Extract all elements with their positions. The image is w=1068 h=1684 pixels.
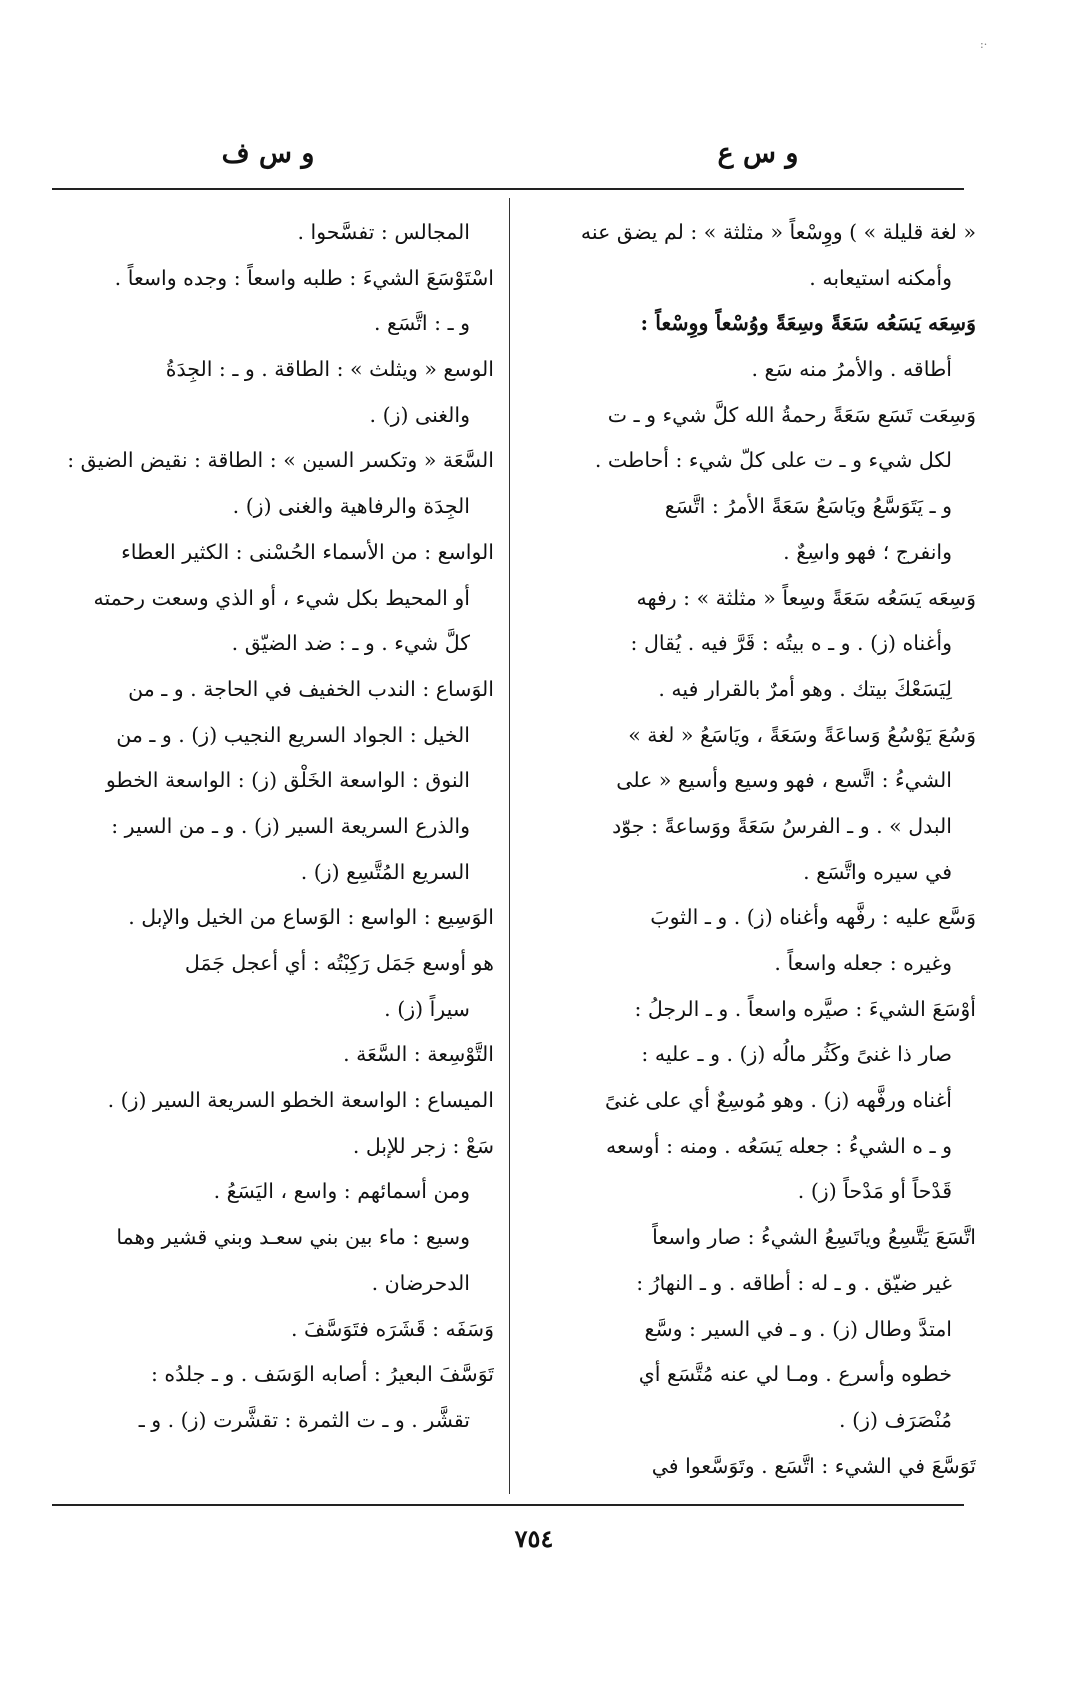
left-column-line: ومن أسمائهم : واسع ، اليَسَعُ . (213, 1179, 470, 1204)
right-column-line: الشيءُ : اتَّسع ، فهو وسيع وأسيع « على (616, 768, 952, 793)
right-column-line: صار ذا غنىً وكَثُر مالُه (ز) . و ـ عليه : (641, 1042, 952, 1067)
right-column-root-header: و س ع (717, 138, 799, 169)
right-column-line: خطوه وأسرع . ومـا لي عنه مُتَّسَع أي (638, 1362, 952, 1387)
right-column-line: تَوَسَّعَ في الشيء : اتَّسَع . وتَوَسَّعوا في (651, 1453, 976, 1478)
right-column-line: قَدْحاً أو مَدْحاً (ز) . (797, 1179, 952, 1204)
right-column-line: و ـ ه الشيءُ : جعله يَسَعُه . ومنه : أوسعه (605, 1133, 952, 1158)
corner-speck: ·: (980, 38, 988, 51)
left-column-line: هو أوسع جَمَل رَكِبْتُه : أي أعجل جَمَل (184, 951, 494, 975)
right-column-line: أغناه ورفَّهه (ز) . وهو مُوسِعٌ أي على غنىً (605, 1088, 952, 1113)
right-column-line: البدل » . و ـ الفرسُ سَعَةً ووَساعةً : جوّد (612, 813, 952, 838)
left-column-line: تقشَّر . و ـ ت الثمرة : تقشَّرت (ز) . و ـ (138, 1407, 470, 1432)
left-column-line: تَوَسَّفَ البعيرُ : أصابه الوَسَف . و ـ جلدُه : (150, 1362, 494, 1387)
right-column-line: وغيره : جعله واسعاً . (774, 951, 952, 975)
right-column-line: وأمكنه استيعابه . (809, 265, 952, 290)
top-rule (52, 188, 964, 190)
right-column-line: وَسُعَ يَوْسُعُ وَساعَةً وسَعَةً ، ويَاسَعُ « لغة » (628, 722, 976, 747)
right-column-line: وَسِعَه يَسَعُه سَعَةً وسِعاً « مثلثة » : رفهه (636, 585, 976, 610)
page-number: ٧٥٤ (514, 1524, 554, 1553)
left-column-line: التَّوْسِعة : السَّعَة . (343, 1042, 494, 1067)
left-column-line: السَّعَة « وتكسر السين » : الطاقة : نقيض الضيق : (67, 448, 494, 473)
left-column-line: وَسَفَه : قَشَرَه فتَوَسَّفَ . (290, 1316, 494, 1341)
right-column-line: وَسِعَت تَسَع سَعَةً رحمةُ الله كلَّ شيء و ـ ت (607, 402, 976, 427)
right-column-line: في سيره واتَّسَع . (803, 859, 952, 884)
left-column-line: الجِدَة والرفاهية والغنى (ز) . (232, 494, 470, 519)
left-column-line: الميساع : الواسعة الخطو السريعة السير (ز) . (107, 1088, 494, 1113)
left-column-line: الوَسِيع : الواسع : الوَساع من الخيل والإبل . (128, 905, 494, 930)
left-column-line: الخيل : الجواد السريع النجيب (ز) . و ـ من (116, 722, 470, 747)
right-column-line: أوْسَعَ الشيءَ : صيَّره واسعاً . و ـ الرجلُ : (634, 996, 976, 1021)
left-column-line: السريع المُتَّسِع (ز) . (300, 859, 470, 884)
left-column-line: الوَساع : الندب الخفيف في الحاجة . و ـ من (128, 676, 494, 701)
right-column-line: أطاقه . والأمرُ منه سَع . (751, 357, 952, 382)
left-column-line: والغنى (ز) . (369, 402, 470, 427)
left-column-line: والذرع السريعة السير (ز) . و ـ من السير : (111, 813, 470, 838)
right-column-line: اتَّسَعَ يَتَّسِعُ وياتَسِعُ الشيءُ : صار واسعاً (652, 1225, 976, 1250)
left-column-line: الواسع : من الأسماء الحُسْنى : الكثير العطاء (121, 539, 494, 564)
right-column-line: لكل شيء و ـ ت على كلّ شيء : أحاطت . (594, 448, 952, 473)
left-column-line: الوسع « ويثلث » : الطاقة . و ـ : الجِدَةُ (165, 357, 494, 382)
right-column-line: و ـ يَتَوَسَّعُ ويَاسَعُ سَعَةً الأمرُ : اتَّسَع (664, 494, 952, 519)
right-column-line: وَسِعَه يَسَعُه سَعَةً وسِعَةً ووُسْعاً ووِسْعاً : (640, 311, 976, 336)
right-column-line: وأغناه (ز) . و ـ ه بيتُه : قَرَّ فيه . يُقال : (630, 631, 952, 656)
left-column-line: اسْتَوْسَعَ الشيءَ : طلبه واسعاً : وجده واسعاً . (114, 265, 494, 290)
right-column-line: غير ضيّق . و ـ له : أطاقه . و ـ النهارُ : (636, 1270, 952, 1295)
right-column-line: امتدَّ وطال (ز) . و ـ في السير : وسَّع (644, 1316, 952, 1341)
left-column-line: المجالس : تفسَّحوا . (297, 220, 470, 244)
right-column-line: وانفرج ؛ فهو واسِعٌ . (783, 539, 952, 564)
left-column-line: سيراً (ز) . (384, 996, 470, 1021)
right-column-line: « لغة قليلة » ) ووِسْعاً « مثلثة » : لم يضق عنه (580, 220, 976, 244)
right-column-line: لِيَسَعْكَ بيتك . وهو أمرٌ بالقرار فيه . (658, 676, 952, 701)
right-column (536, 210, 976, 1489)
left-column-line: سَعْ : زجر للإبل . (352, 1133, 494, 1158)
left-column-line: وسيع : ماء بين بني سعـد وبني قشير وهما (116, 1225, 470, 1250)
left-column-line: النوق : الواسعة الخَلْق (ز) : الواسعة الخطو (105, 768, 470, 793)
left-column-root-header: و س ف (221, 138, 315, 169)
right-column-line: وَسَّع عليه : رفَّهه وأغناه (ز) . و ـ الثوبَ (650, 905, 976, 930)
right-column-line: مُنْصَرَف (ز) . (839, 1407, 952, 1432)
left-column-line: أو المحيط بكل شيء ، أو الذي وسعت رحمته (93, 585, 470, 610)
left-column-line: الدحرضان . (371, 1270, 470, 1295)
bottom-rule (52, 1504, 964, 1506)
left-column (52, 210, 494, 1444)
left-column-line: و ـ : اتَّسَع . (374, 311, 470, 336)
column-divider (509, 198, 510, 1494)
left-column-line: كلَّ شيء . و ـ : ضد الضيّق . (231, 631, 470, 656)
